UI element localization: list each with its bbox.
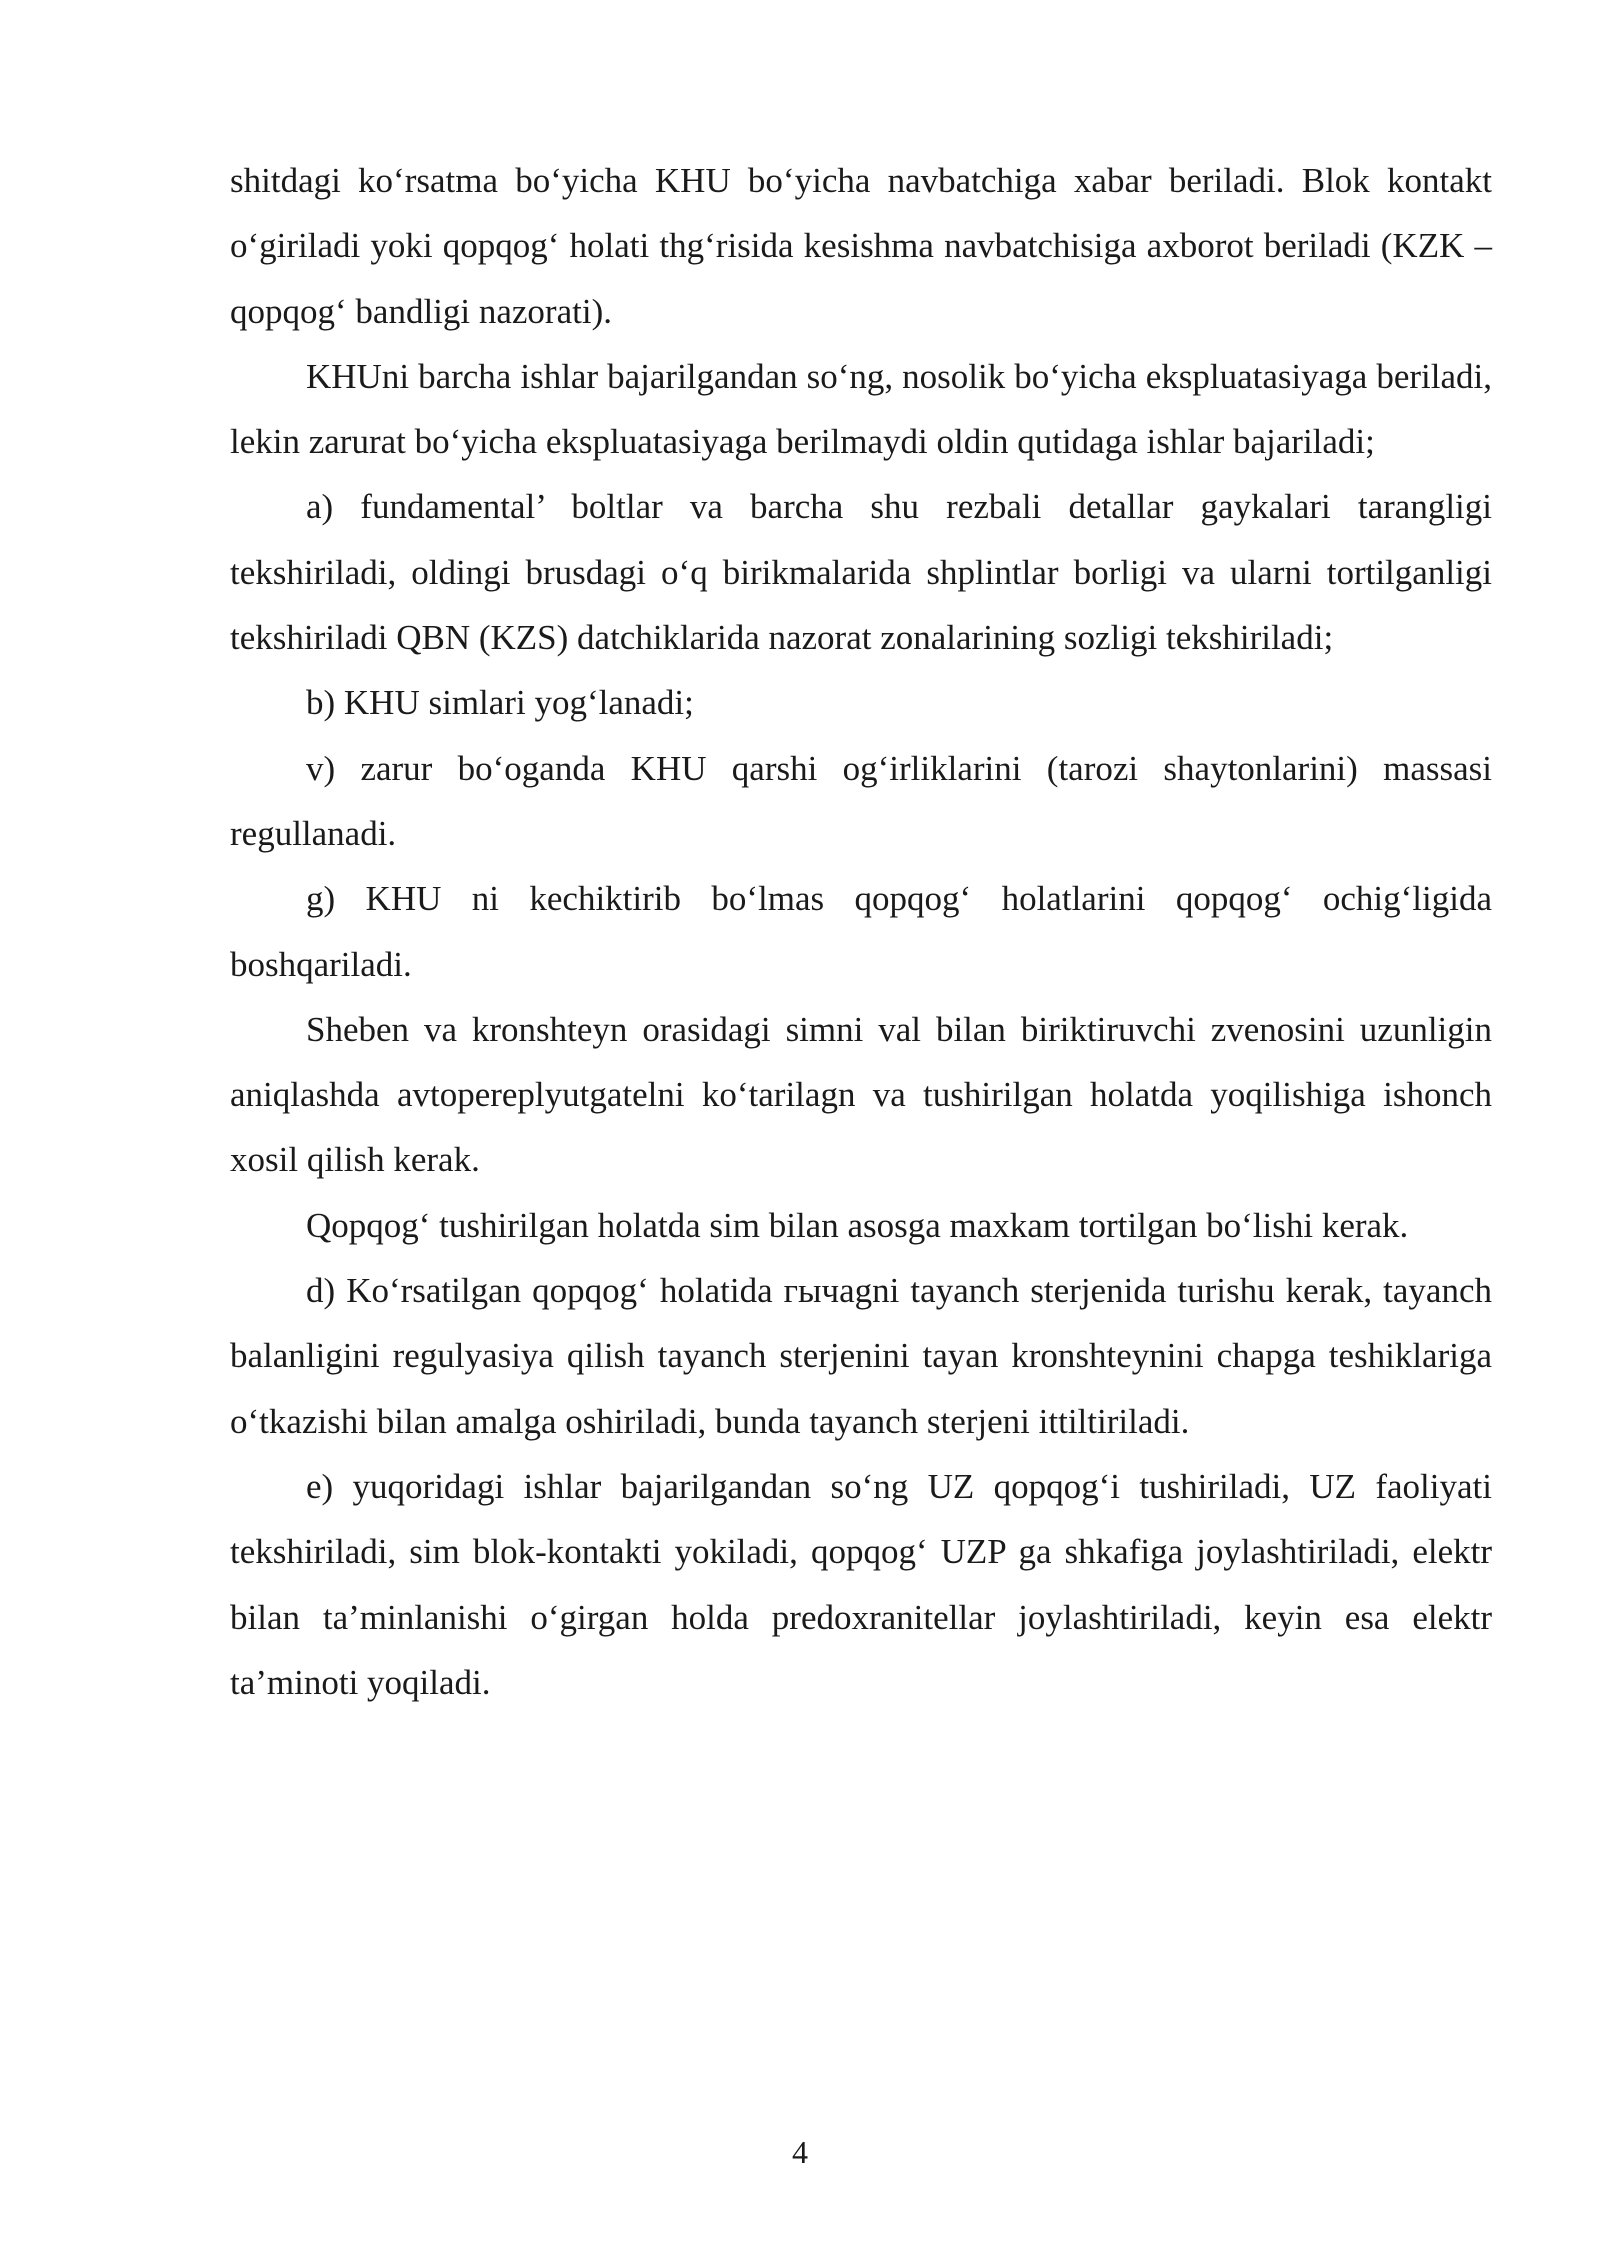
- page-number: 4: [792, 2134, 808, 2170]
- list-item-v: v) zarur bo‘oganda KHU qarshi og‘irliklarini (tarozi shaytonlarini) massasi regullanadi.: [230, 748, 1492, 853]
- list-item-b: b) KHU simlari yog‘lanadi;: [306, 683, 694, 723]
- paragraph-khu-exploitation: KHUni barcha ishlar bajarilgandan so‘ng, nosolik bo‘yicha ekspluatasiyaga beriladi, lekin zarurat bo‘yicha ekspluatasiyaga berilmaydi oldin qutidaga ishlar bajariladi;: [230, 356, 1492, 462]
- paragraph-qopqog: Qopqog‘ tushirilgan holatda sim bilan asosga maxkam tortilgan bo‘lishi kerak.: [306, 1205, 1409, 1245]
- paragraph-sheben: Sheben va kronshteyn orasidagi simni val bilan biriktiruvchi zvenosini uzunligin aniqlashda avtopereplyutgatelni ko‘tarilagn va tushirilgan holatda yoqilishiga ishonch xosil qilish kerak.: [230, 1009, 1492, 1180]
- list-item-e: e) yuqoridagi ishlar bajarilgandan so‘ng UZ qopqog‘i tushiriladi, UZ faoliyati tekshiriladi, sim blok-kontakti yokiladi, qopqog‘ UZP ga shkafiga joylashtiriladi, elektr bilan ta’minlanishi o‘girgan holda predoxranitellar joylashtiriladi, keyin esa elektr ta’minoti yoqiladi.: [230, 1466, 1492, 1702]
- list-item-d: d) Ko‘rsatilgan qopqog‘ holatida гычagni tayanch sterjenida turishu kerak, tayanch balanligini regulyasiya qilish tayanch sterjenini tayan kronshteynini chapga teshiklariga o‘tkazishi bilan amalga oshiriladi, bunda tayanch sterjeni ittiltiriladi.: [230, 1271, 1492, 1441]
- paragraph-continuation: shitdagi ko‘rsatma bo‘yicha KHU bo‘yicha navbatchiga xabar beriladi. Blok kontakt o‘giriladi yoki qopqog‘ holati thg‘risida kesishma navbatchisiga axborot beriladi (KZK – qopqog‘ bandligi nazorati).: [230, 161, 1492, 331]
- list-item-a: a) fundamental’ boltlar va barcha shu rezbali detallar gaykalari tarangligi tekshiriladi, oldingi brusdagi o‘q birikmalarida shplintlar borligi va ularni tortilganligi tekshiriladi QBN (KZS) datchiklarida nazorat zonalarining sozligi tekshiriladi;: [230, 487, 1492, 658]
- body-text: [230, 148, 1492, 1715]
- list-item-g: g) KHU ni kechiktirib bo‘lmas qopqog‘ holatlarini qopqog‘ ochig‘ligida boshqariladi.: [230, 879, 1492, 984]
